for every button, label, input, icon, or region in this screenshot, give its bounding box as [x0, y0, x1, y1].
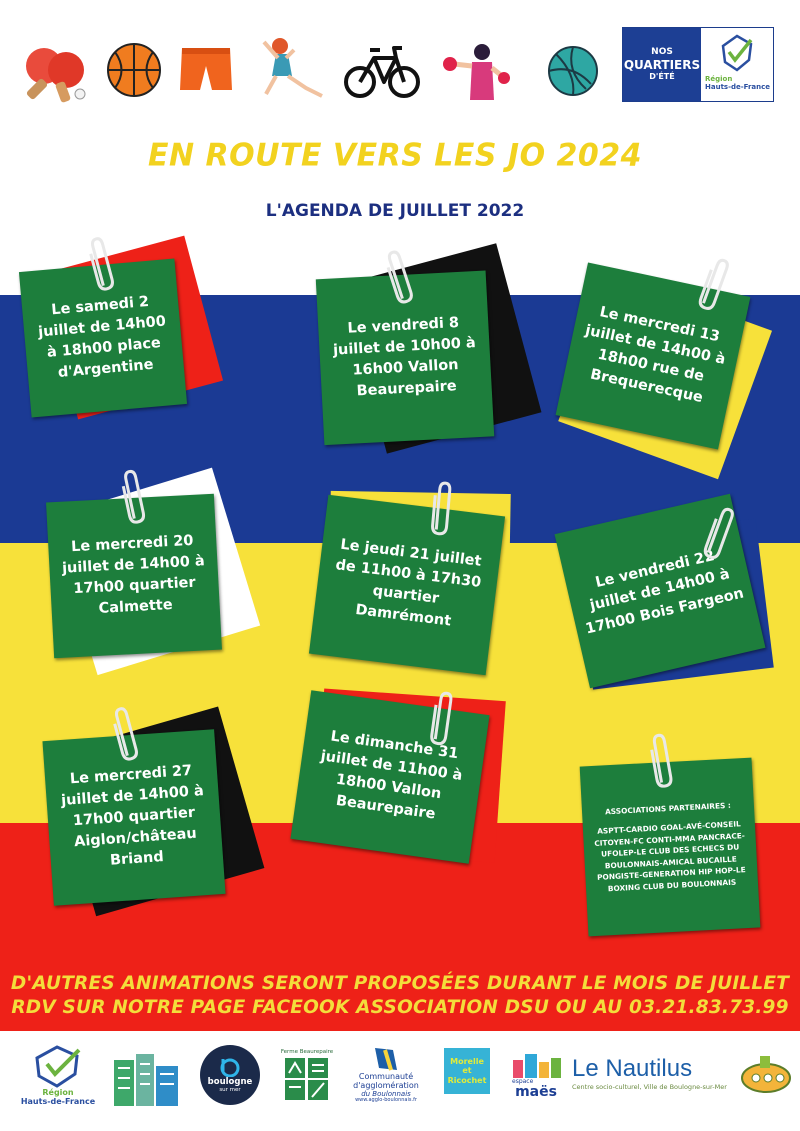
morelle-line2: et — [462, 1066, 472, 1076]
nautilus-line1: Le Nautilus — [572, 1055, 693, 1082]
morelle-ricochet-logo — [444, 1048, 490, 1094]
espace-maes-logo — [506, 1040, 566, 1110]
region-partner-logo — [18, 1040, 98, 1110]
shorts-icon — [178, 44, 234, 96]
agglo-text — [353, 1072, 419, 1104]
event-note-5 — [309, 495, 505, 676]
region-line2: Hauts-de-France — [705, 82, 771, 91]
partners-title: ASSOCIATIONS PARTENAIRES : — [604, 800, 732, 817]
maes-line2: maës — [515, 1083, 557, 1100]
maes-buildings-icon — [509, 1052, 563, 1078]
quartiers-ete-badge — [623, 28, 701, 101]
maes-line1: espace — [512, 1077, 534, 1085]
logo-line2: QUARTIERS — [623, 58, 701, 72]
basketball-icon — [106, 42, 162, 98]
ping-pong-icon — [22, 40, 90, 104]
boulogne-badge — [200, 1045, 260, 1105]
event-text: Le mercredi 13 juillet de 14h00 à 18h00 rue de Brequerecque — [556, 262, 751, 449]
ferme-beaurepaire-logo — [280, 1040, 334, 1110]
boulogne-line2: sur mer — [219, 1087, 241, 1093]
dancer-icon — [256, 36, 326, 106]
region-logo-line1: Région — [42, 1087, 74, 1097]
city-buildings-icon — [112, 1050, 182, 1110]
event-text: Le mercredi 27 juillet de 14h00 à 17h00 quartier Aiglon/château Briand — [42, 729, 225, 906]
footer-line1: D'AUTRES ANIMATIONS SERONT PROPOSÉES DURANT LE MOIS DE JUILLET — [10, 973, 790, 994]
region-text — [705, 76, 770, 91]
region-map-icon — [31, 1044, 85, 1088]
event-text: Le samedi 2 juillet de 14h00 à 18h00 place d'Argentine — [19, 258, 187, 417]
event-note-8 — [290, 690, 489, 864]
boulogne-line1: boulogne — [207, 1077, 253, 1087]
agglo-line3: du Boulonnais — [361, 1090, 411, 1099]
page-subtitle: L'AGENDA DE JUILLET 2022 — [265, 201, 525, 221]
boxer-icon — [442, 40, 520, 104]
nautilus-line2: Centre socio-culturel, Ville de Boulogne-sur-Mer — [572, 1083, 727, 1091]
volleyball-icon — [546, 44, 600, 98]
region-map-icon — [717, 32, 757, 74]
footer-line2: RDV SUR NOTRE PAGE FACEOOK ASSOCIATION DSU OU AU 03.21.83.73.99 — [11, 997, 789, 1018]
event-text: Le vendredi 8 juillet de 10h00 à 16h00 Vallon Beaurepaire — [316, 271, 494, 446]
morelle-line3: Ricochet — [447, 1075, 487, 1085]
region-logo-line2: Hauts-de-France — [20, 1097, 96, 1106]
boulogne-logo — [198, 1040, 262, 1110]
boulogne-b-icon — [219, 1057, 241, 1077]
quartiers-ete-logo — [622, 27, 774, 102]
logo-line1: NOS — [651, 47, 673, 57]
region-line1: Région — [705, 75, 733, 83]
region-logo — [701, 28, 773, 101]
partners-list: ASPTT-CARDIO GOAL-AVÉ-CONSEIL CITOYEN-FC CONTI-MMA PANCRACE-UFOLEP-LE CLUB DES ECHECS DU BOULONNAIS-AMICAL BUCAILLE PONGISTE-GENERATION HIP HOP-LE BOXING CLUB DU BOULONNAIS — [594, 819, 746, 893]
agglo-line2: d'agglomération — [353, 1081, 419, 1091]
logo-line3: D'ÉTÉ — [649, 72, 675, 81]
agglo-line1: Communauté — [358, 1071, 414, 1081]
paperclip-icon — [425, 479, 460, 541]
ferme-icon — [284, 1057, 330, 1101]
morelle-line1: Morelle — [450, 1057, 484, 1067]
event-text: Le mercredi 20 juillet de 14h00 à 17h00 quartier Calmette — [46, 494, 222, 659]
bicycle-icon — [344, 44, 420, 100]
nautilus-logo — [572, 1055, 740, 1091]
agglo-logo — [345, 1040, 427, 1110]
event-text: Le jeudi 21 juillet de 11h00 à 17h30 quartier Damrémont — [309, 495, 505, 676]
ferme-line1: Ferme Beaurepaire — [280, 1049, 334, 1055]
agglo-map-icon — [371, 1046, 401, 1072]
event-text: Le vendredi 22 juillet de 14h00 à 17h00 Bois Fargeon — [555, 494, 766, 688]
page-title: EN ROUTE VERS LES JO 2024 — [147, 137, 643, 174]
submarine-icon — [738, 1052, 794, 1096]
agglo-line4: www.agglo-boulonnais.fr — [355, 1097, 417, 1104]
event-text: Le dimanche 31 juillet de 11h00 à 18h00 Vallon Beaurepaire — [290, 690, 489, 864]
region-logo-text — [21, 1088, 95, 1106]
